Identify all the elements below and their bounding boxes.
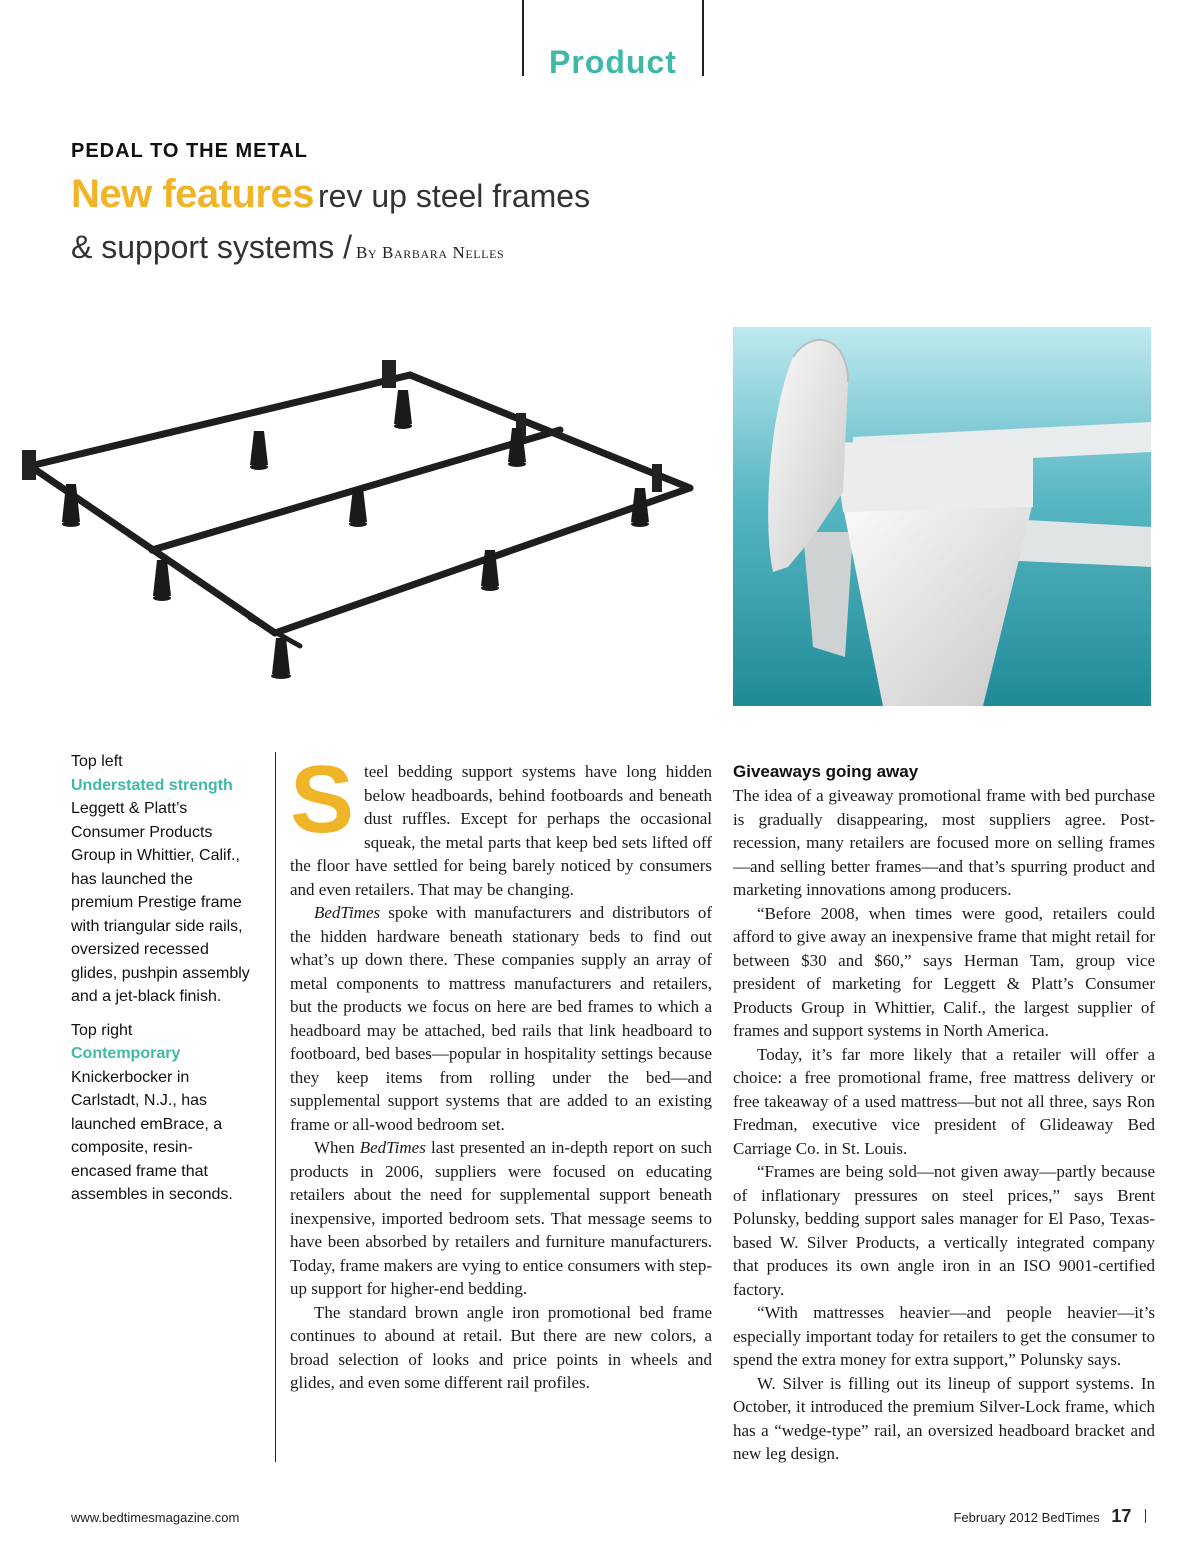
caption-title: Contemporary [71, 1045, 181, 1062]
section-label: Product [549, 44, 677, 80]
headline-strong: New features [71, 172, 314, 216]
caption-body: Knickerbocker in Carlstadt, N.J., has launched emBrace, a composite, resin-encased frame that assembles in seconds. [71, 1068, 233, 1203]
body-paragraph [290, 1136, 712, 1301]
body-paragraph [290, 1301, 712, 1395]
caption-position: Top left [71, 753, 123, 770]
body-paragraph [290, 746, 712, 901]
body-paragraph: The idea of a giveaway promotional frame with bed purchase is gradually disappearing, most suppliers agree. Post-recession, many retailers are focused more on selling frames—and selling better frames—and that’s spurring product and marketing innovations among producers. [733, 786, 1155, 899]
column-divider [275, 752, 276, 1462]
issue-date: February 2012 [953, 1510, 1039, 1525]
footer-rule [1145, 1509, 1146, 1523]
body-paragraph: “With mattresses heavier—and people heavier—it’s especially important today for retailers to get the consumer to spend the extra money for extra support,” Polunsky says. [733, 1303, 1155, 1369]
magazine-name: BedTimes [1041, 1510, 1100, 1525]
publication-name: BedTimes [314, 903, 381, 922]
paragraph-text: last presented an in-depth report on such products in 2006, suppliers were focused on educating retailers about the need for supplemental support beneath inexpensive, imported bedroom sets. That message seems to have been absorbed by retailers and furniture manufacturers. Today, frame makers are vying to entice consumers with step-up support for higher-end bedding. [290, 1138, 712, 1298]
body-paragraph: W. Silver is filling out its lineup of support systems. In October, it introduced the premium Silver-Lock frame, which has a “wedge-type” rail, an oversized headboard bracket and new leg design. [733, 1373, 1155, 1463]
page-number: 17 [1111, 1506, 1132, 1526]
byline: By Barbara Nelles [355, 243, 505, 262]
caption-top-right [71, 1019, 251, 1207]
bed-frame-photo [0, 328, 715, 706]
headline-rest-2: & support systems / [71, 229, 352, 265]
article-kicker: PEDAL TO THE METAL [71, 140, 308, 162]
drop-cap: S [290, 746, 355, 853]
composite-frame-photo [733, 327, 1151, 706]
headline-rest-1: rev up steel frames [317, 178, 591, 214]
paragraph-text: teel bedding support systems have long hidden below headboards, behind footboards and beneath dust ruffles. Except for perhaps the occasional squeak, the metal parts that keep bed sets lifted off the floor have settled for being barely noticed by consumers and even retailers. That may be changing. [290, 762, 712, 899]
page-footer [953, 1506, 1146, 1527]
footer-url: www.bedtimesmagazine.com [71, 1510, 240, 1525]
body-paragraph [290, 901, 712, 1136]
body-column-right [733, 760, 1155, 1466]
publication-name: BedTimes [359, 1138, 426, 1157]
caption-title: Understated strength [71, 776, 233, 794]
photo-captions [71, 750, 251, 1217]
body-paragraph: “Frames are being sold—not given away—partly because of inflationary pressures on steel prices,” says Brent Polunsky, bedding support sales manager for El Paso, Texas-based W. Silver Products, a vertically integrated company that produces its own angle iron in an ISO 9001-certified factory. [733, 1162, 1155, 1299]
section-header [522, 0, 704, 80]
body-column-middle [290, 746, 712, 1395]
paragraph-text: spoke with manufacturers and distributors of the hidden hardware beneath stationary beds to find out what’s up down there. These companies supply an array of metal components to mattress manufacturers and retailers, but the products we focus on here are bed frames to which a headboard may be attached, bed rails that link headboard to footboard, bed bases—popular in hospitality settings because they keep items from rolling under the bed—and supplemental support systems that are added to an existing frame or all-wood bedroom set. [290, 903, 712, 1134]
section-subhead: Giveaways going away [733, 762, 919, 781]
paragraph-text: When [314, 1138, 360, 1157]
caption-body: Leggett & Platt’s Consumer Products Group in Whittier, Calif., has launched the premium Prestige frame with triangular side rails, oversized recessed glides, pushpin assembly and a jet-black finish. [71, 800, 250, 1005]
article-headline [71, 172, 771, 276]
caption-position: Top right [71, 1021, 133, 1039]
body-paragraph: “Before 2008, when times were good, retailers could afford to give away an inexpensive frame that might retail for between $30 and $60,” says Herman Tam, group vice president of marketing for Leggett & Platt’s Consumer Products Group in Whittier, Calif., the largest supplier of frames and support systems in North America. [733, 903, 1155, 1040]
body-paragraph: Today, it’s far more likely that a retailer will offer a choice: a free promotional frame, free mattress delivery or free takeaway of a used mattress—but not all three, says Ron Fredman, executive vice president of Glideaway Bed Carriage Co. in St. Louis. [733, 1044, 1155, 1158]
caption-top-left [71, 750, 251, 1009]
paragraph-text: The standard brown angle iron promotional bed frame continues to abound at retail. But there are new colors, a broad selection of looks and price points in wheels and glides, and even some different rail profiles. [290, 1302, 712, 1392]
